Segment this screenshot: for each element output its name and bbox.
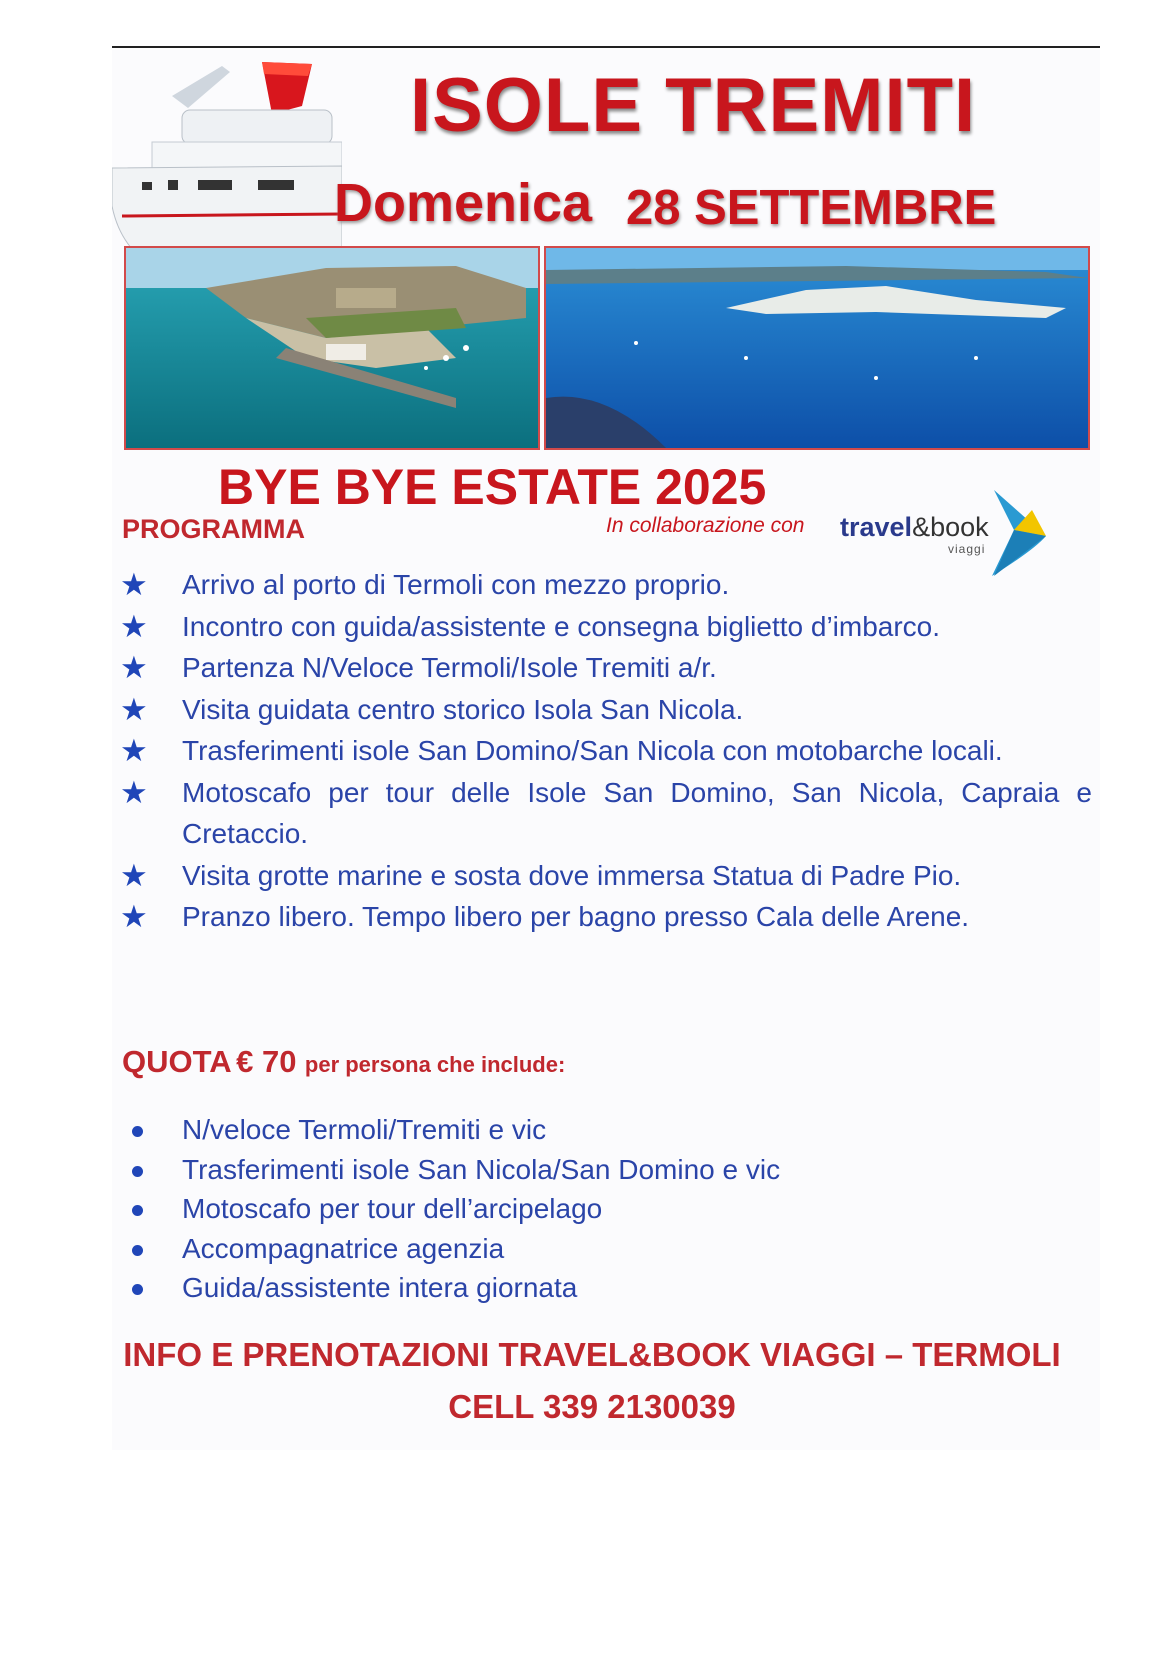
star-bullet-icon: ★ [120,733,148,768]
program-item-text: Incontro con guida/assistente e consegna biglietto d’imbarco. [182,610,941,642]
footer-info-line: INFO E PRENOTAZIONI TRAVEL&BOOK VIAGGI – TERMOLI [123,1336,1061,1373]
program-item-text: Motoscafo per tour delle Isole San Domino, San Nicola, Capraia e Cretaccio. [182,776,1092,849]
quota-price: € 70 [236,1044,297,1079]
island-harbor-photo [124,246,540,450]
includes-item-text: Motoscafo per tour dell’arcipelago [182,1193,603,1224]
program-item-text: Trasferimenti isole San Domino/San Nicola con motobarche locali. [182,735,1003,766]
quota-includes-text: per persona che include: [304,1052,566,1077]
poster-subtitle: BYE BYE ESTATE 2025 [218,459,767,515]
brand-name-part1: travel [840,512,913,542]
dot-bullet-icon [132,1126,143,1137]
star-bullet-icon: ★ [120,650,148,685]
includes-item [112,1229,1092,1269]
quota-label: QUOTA [122,1044,232,1079]
star-bullet-icon: ★ [120,567,148,602]
top-rule [112,46,1100,48]
star-bullet-icon: ★ [120,774,148,810]
brand-name-part2: &book [912,512,989,542]
includes-list [112,1110,1092,1308]
program-item [112,855,1092,897]
includes-item [112,1189,1092,1229]
quota-heading [122,1044,565,1080]
includes-item [112,1150,1092,1190]
star-bullet-icon: ★ [120,608,148,644]
program-item [112,896,1092,938]
event-day: Domenica [334,173,593,233]
dot-bullet-icon [132,1245,143,1256]
program-item [112,730,1092,772]
includes-item-text: Guida/assistente intera giornata [182,1272,578,1303]
program-item [112,689,1092,731]
includes-item [112,1268,1092,1308]
dot-bullet-icon [132,1205,143,1216]
star-bullet-icon: ★ [120,857,148,893]
poster-title: ISOLE TREMITI [410,63,977,148]
includes-item-text: Trasferimenti isole San Nicola/San Domino e vic [182,1153,781,1185]
includes-item-text: N/veloce Termoli/Tremiti e vic [182,1114,547,1145]
collaboration-text: In collaborazione con [606,514,805,537]
program-item [112,772,1092,855]
program-item [112,647,1092,689]
program-item-text: Partenza N/Veloce Termoli/Isole Tremiti a/r. [182,652,717,683]
footer-phone-line: CELL 339 2130039 [448,1388,736,1425]
star-bullet-icon: ★ [120,899,148,934]
program-item [112,606,1092,648]
brand-subtitle: viaggi [948,542,986,556]
dot-bullet-icon [132,1166,143,1177]
island-sea-photo [544,246,1090,450]
program-list [112,564,1092,938]
includes-item-text: Accompagnatrice agenzia [182,1232,505,1264]
includes-item [112,1110,1092,1150]
program-heading: PROGRAMMA [122,514,305,544]
program-item-text: Visita guidata centro storico Isola San Nicola. [182,693,744,725]
program-item-text: Pranzo libero. Tempo libero per bagno presso Cala delle Arene. [182,901,970,932]
star-bullet-icon: ★ [120,691,148,727]
program-item-text: Visita grotte marine e sosta dove immersa Statua di Padre Pio. [182,859,962,891]
dot-bullet-icon [132,1284,143,1295]
event-date: 28 SETTEMBRE [626,181,997,235]
brand-logo [840,512,989,556]
program-item [112,564,1092,606]
program-item-text: Arrivo al porto di Termoli con mezzo proprio. [182,569,730,600]
